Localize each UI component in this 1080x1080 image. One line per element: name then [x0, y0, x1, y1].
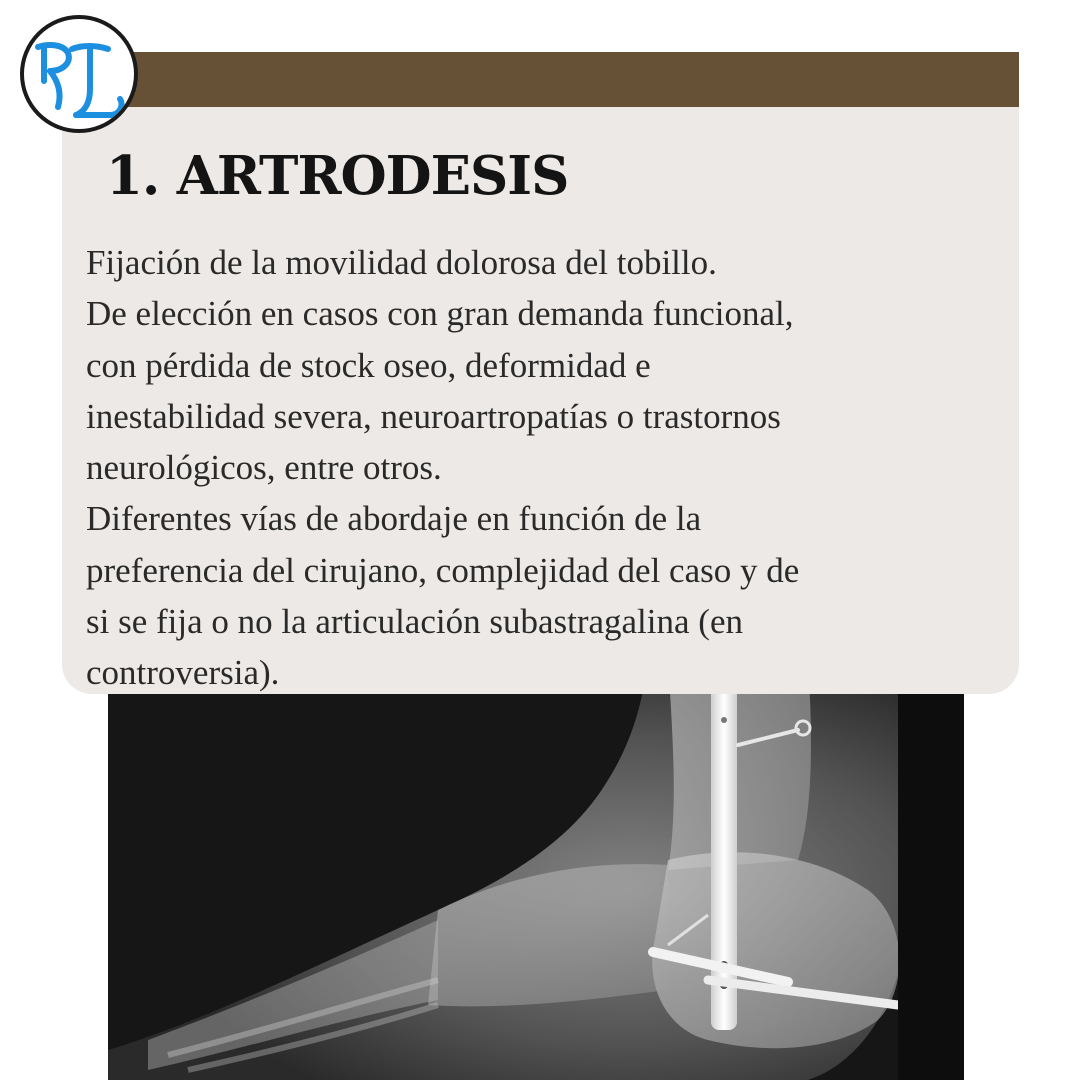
description-line: con pérdida de stock oseo, deformidad e — [86, 345, 651, 385]
description-line: preferencia del cirujano, complejidad del caso y de — [86, 550, 800, 590]
description-line: Fijación de la movilidad dolorosa del tobillo. — [86, 243, 717, 282]
description-line: inestabilidad severa, neuroartropatías o trastornos — [86, 396, 781, 436]
ankle-xray-image — [108, 660, 964, 1080]
description-line: controversia). — [86, 653, 280, 693]
rl-logo-icon — [20, 15, 138, 133]
description-line: neurológicos, entre otros. — [86, 448, 442, 488]
description-line: Diferentes vías de abordaje en función de la — [86, 499, 702, 539]
description-line: De elección en casos con gran demanda funcional, — [86, 294, 794, 334]
header-bar — [128, 52, 1019, 107]
page-title: 1. ARTRODESIS — [106, 145, 569, 207]
description-line: si se fija o no la articulación subastragalina (en — [86, 602, 743, 642]
description-text — [86, 237, 1001, 699]
